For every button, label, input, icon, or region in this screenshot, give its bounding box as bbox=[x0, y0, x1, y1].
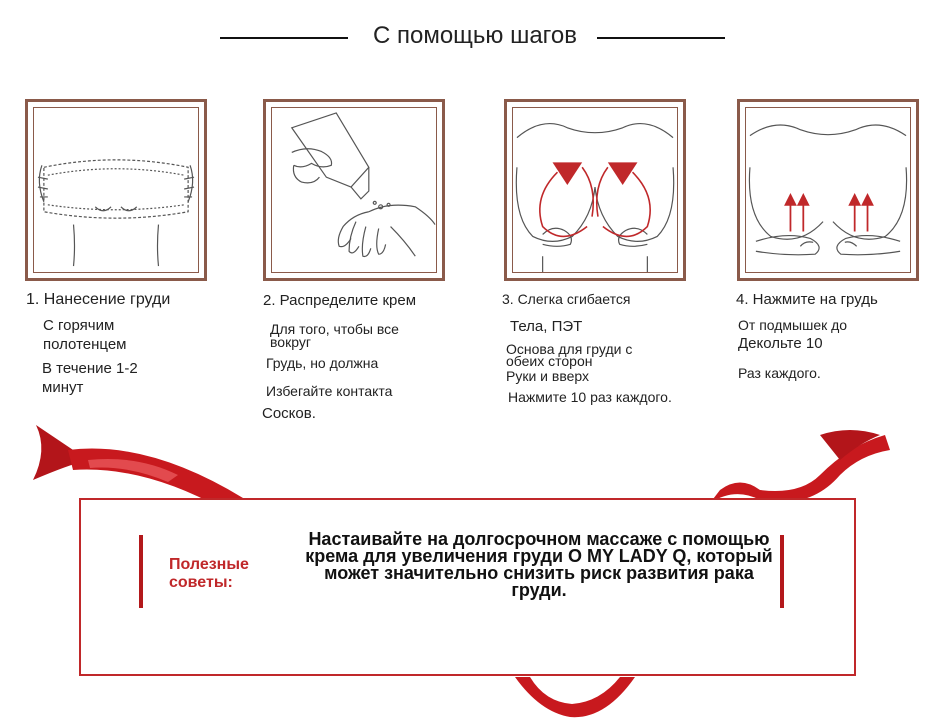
tips-label-line: Полезные bbox=[169, 556, 249, 573]
tips-text: Настаивайте на долгосрочном массаже с помощью крема для увеличения груди O MY LADY Q, который может значительно снизить риск развития рака груди. bbox=[305, 529, 773, 600]
step-4-line: От подмышек до bbox=[738, 317, 848, 333]
step-1-frame bbox=[25, 99, 207, 281]
ribbon-bottom-decoration bbox=[510, 672, 640, 723]
step-4-title: 4. Нажмите на грудь bbox=[736, 291, 878, 308]
tips-label bbox=[169, 556, 249, 592]
step-2-title: 2. Распределите крем bbox=[263, 292, 417, 309]
step-4-frame bbox=[737, 99, 919, 281]
cream-tube-illustration bbox=[271, 107, 437, 273]
step-3-line: Тела, ПЭТ bbox=[510, 318, 583, 335]
step-1-title: 1. Нанесение груди bbox=[26, 291, 171, 308]
step-2-frame bbox=[263, 99, 445, 281]
step-3-line: Руки и вверх bbox=[506, 368, 590, 384]
step-3-title: 3. Слегка сгибается bbox=[502, 291, 631, 307]
step-3-line: Нажмите 10 раз каждого. bbox=[508, 389, 672, 405]
step-2-line: Избегайте контакта bbox=[266, 383, 393, 399]
step-1-line: полотенцем bbox=[43, 336, 127, 353]
step-2-line: вокруг bbox=[270, 334, 311, 350]
tips-label-line: советы: bbox=[169, 574, 233, 591]
press-upward-illustration bbox=[745, 107, 911, 273]
step-3-line: Основа для груди с bbox=[506, 341, 633, 357]
step-2-line: Сосков. bbox=[262, 405, 316, 422]
step-2-line: Для того, чтобы все bbox=[270, 321, 399, 337]
towel-illustration bbox=[33, 107, 199, 273]
title-line-left bbox=[220, 37, 348, 39]
step-1-line: В течение 1-2 bbox=[42, 360, 138, 377]
step-3-line: обеих сторон bbox=[506, 353, 593, 369]
tips-bar-right bbox=[780, 535, 784, 608]
ribbon-right-decoration bbox=[700, 415, 895, 510]
step-4-line: Раз каждого. bbox=[738, 365, 821, 381]
step-4-line: Декольте 10 bbox=[738, 335, 823, 352]
step-1-line: С горячим bbox=[43, 317, 115, 334]
step-3-frame bbox=[504, 99, 686, 281]
step-1-line: минут bbox=[42, 379, 84, 396]
step-2-line: Грудь, но должна bbox=[266, 355, 379, 371]
title-line-right bbox=[597, 37, 725, 39]
tips-bar-left bbox=[139, 535, 143, 608]
circular-massage-illustration bbox=[512, 107, 678, 273]
page-title: С помощью шагов bbox=[372, 22, 578, 49]
